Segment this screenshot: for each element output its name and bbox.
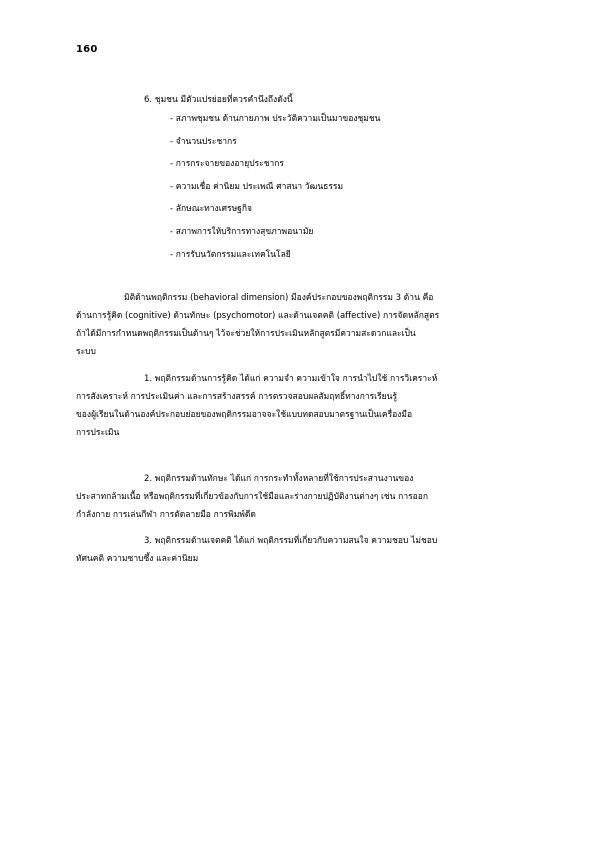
paragraph-line: ของผู้เรียนในด้านองค์ประกอบย่อยของพฤติกรรมอาจจะใช้แบบทดสอบมาตรฐานเป็นเครื่องมือ xyxy=(76,410,413,420)
community-variable-list xyxy=(170,113,380,271)
affective-paragraph xyxy=(76,532,437,568)
paragraph-line: ระบบ xyxy=(76,347,96,357)
cognitive-paragraph xyxy=(76,370,437,442)
paragraph-line: ประสาทกล้ามเนื้อ หรือพฤติกรรมที่เกี่ยวข้องกับการใช้มือและร่างกายปฏิบัติงานต่างๆ เช่น การออก xyxy=(76,492,429,502)
paragraph-line: ทัศนคติ ความซาบซึ้ง และค่านิยม xyxy=(76,554,199,564)
list-item: - ความเชื่อ ค่านิยม ประเพณี ศาสนา วัฒนธรรม xyxy=(170,181,344,192)
list-item: - สภาพการให้บริการทางสุขภาพอนามัย xyxy=(170,226,314,237)
paragraph-line: มิติด้านพฤติกรรม (behavioral dimension) มีองค์ประกอบของพฤติกรรม 3 ด้าน คือ xyxy=(124,293,434,303)
list-item: - สภาพชุมชน ด้านกายภาพ ประวัติความเป็นมาของชุมชน xyxy=(170,114,381,124)
list-item: - การรับนวัตกรรมและเทคโนโลยี xyxy=(170,249,291,260)
paragraph-line: 2. พฤติกรรมด้านทักษะ ได้แก่ การกระทำทั้งหลายที่ใช้การประสานงานของ xyxy=(144,474,414,484)
section-heading: 6. ชุมชน มีตัวแปรย่อยที่ควรคำนึงถึงดังนี้ xyxy=(144,95,293,105)
paragraph-line: กำลังกาย การเล่นกีฬา การตัดลายมือ การพิมพ์ดีด xyxy=(76,510,256,520)
paragraph-line: การประเมิน xyxy=(76,428,120,438)
paragraph-line: 1. พฤติกรรมด้านการรู้คิด ได้แก่ ความจำ ความเข้าใจ การนำไปใช้ การวิเคราะห์ xyxy=(144,374,438,384)
page-number: 160 xyxy=(76,44,98,55)
paragraph-line: ถ้าได้มีการกำหนดพฤติกรรมเป็นด้านๆ ไว้จะช่วยให้การประเมินหลักสูตรมีความสะดวกและเป็น xyxy=(76,329,416,339)
list-item: - ลักษณะทางเศรษฐกิจ xyxy=(170,204,252,215)
paragraph-line: 3. พฤติกรรมด้านเจตคติ ได้แก่ พฤติกรรมที่เกี่ยวกับความสนใจ ความชอบ ไม่ชอบ xyxy=(144,536,438,546)
paragraph-line: การสังเคราะห์ การประเมินค่า และการสร้างสรรค์ การตรวจสอบผลสัมฤทธิ์ทางการเรียนรู้ xyxy=(76,392,398,402)
list-item: - จำนวนประชากร xyxy=(170,136,237,147)
paragraph-line: ด้านการรู้คิด (cognitive) ด้านทักษะ (psychomotor) และด้านเจตคติ (affective) การจัดหลักสูตร xyxy=(76,311,440,321)
behavioral-dimension-paragraph xyxy=(76,289,439,361)
list-item: - การกระจายของอายุประชากร xyxy=(170,159,284,170)
psychomotor-paragraph xyxy=(76,470,428,524)
